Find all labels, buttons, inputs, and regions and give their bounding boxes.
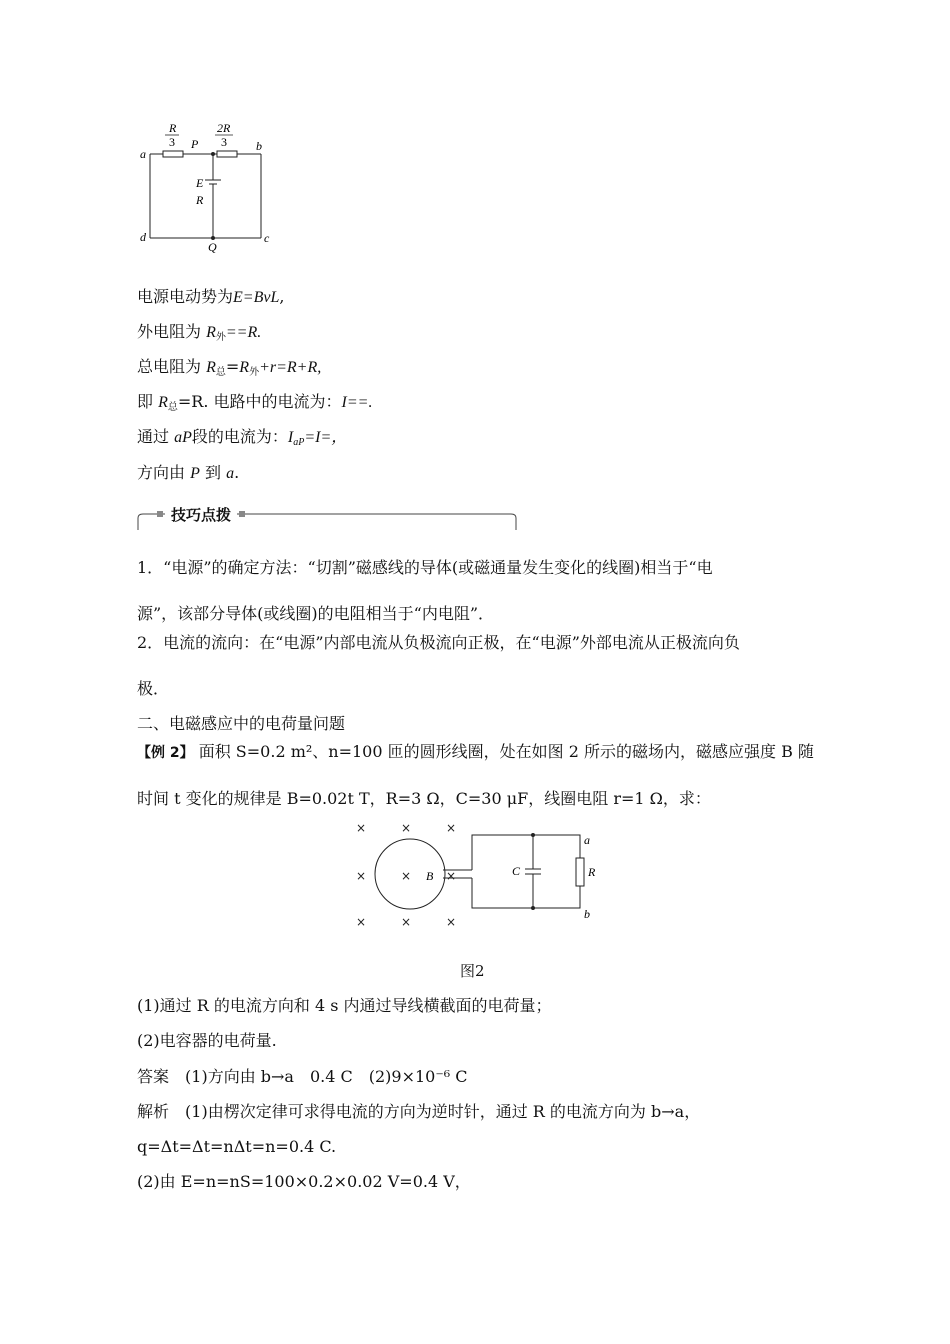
field-mark: ×	[356, 821, 367, 835]
fig1-label-E: E	[196, 176, 204, 190]
fig2-label-B: B	[426, 869, 434, 883]
example-tag: 【例 2】	[137, 745, 194, 761]
ap-current-line: 通过 aP段的电流为：$I_{aP}=I=$，	[137, 427, 348, 448]
fig1-label-Q: Q	[208, 240, 217, 254]
emf-line: 电源电动势为E=BvL,	[137, 287, 285, 306]
question-1: (1)通过 R 的电流方向和 4 s 内通过导线横截面的电荷量；	[137, 996, 552, 1015]
field-mark: ×	[446, 915, 457, 929]
fig1-label-a: a	[140, 147, 146, 161]
direction-line: 方向由 P 到 a.	[137, 463, 240, 482]
fig2-label-R: R	[588, 865, 596, 879]
fig1-label-R: R	[196, 193, 204, 207]
resistor-r-third	[163, 151, 183, 157]
fig1-r2-num: 2R	[217, 121, 231, 135]
external-resistance-line: 外电阻为 $R_外==R$.	[137, 322, 262, 343]
total-resistance-line: 总电阻为 $R_总=R_外+r=R+R$,	[137, 357, 322, 378]
circuit-figure-2	[350, 818, 610, 933]
fig2-label-a: a	[584, 833, 590, 847]
current-line: 即 $R_总=R$. 电路中的电流为：I==.	[137, 392, 373, 413]
answer-label: 答案	[137, 1067, 170, 1086]
fig2-label-b: b	[584, 907, 590, 921]
analysis-line-2: q=Δt=Δt=nΔt=n=0.4 C.	[137, 1137, 337, 1156]
field-mark: ×	[401, 869, 412, 883]
answer-line: 答案 (1)方向由 b→a 0.4 C (2)9×10⁻⁶ C	[137, 1067, 468, 1086]
field-mark: ×	[401, 821, 412, 835]
question-2: (2)电容器的电荷量.	[137, 1031, 277, 1050]
analysis-line-1: 解析 (1)由楞次定律可求得电流的方向为逆时针，通过 R 的电流方向为 b→a，	[137, 1102, 701, 1121]
field-mark: ×	[446, 821, 457, 835]
fig1-label-P: P	[191, 137, 199, 151]
section-title: 二、电磁感应中的电荷量问题	[137, 714, 346, 733]
fig2-label-C: C	[512, 864, 521, 878]
analysis-line-3: (2)由 E=n=nS=100×0.2×0.02 V=0.4 V，	[137, 1172, 471, 1191]
field-mark: ×	[356, 915, 367, 929]
field-mark: ×	[401, 915, 412, 929]
fig1-label-d: d	[140, 230, 146, 244]
fig1-r1-den: 3	[169, 135, 175, 149]
tip-box	[137, 508, 517, 528]
tip-title: 技巧点拨	[165, 504, 237, 525]
figure-caption: 图2	[460, 962, 485, 980]
analysis-label: 解析	[137, 1102, 170, 1121]
resistor-r	[576, 858, 584, 886]
circuit-figure-1	[135, 120, 285, 255]
fig1-r2-den: 3	[221, 135, 227, 149]
fig1-r1-num: R	[169, 121, 177, 135]
resistor-2r-third	[217, 151, 237, 157]
fig1-label-c: c	[264, 231, 270, 245]
tip-item-1: 1．“电源”的确定方法：“切割”磁感线的导体(或磁通量发生变化的线圈)相当于“电 源”，该部分导体(或线圈)的电阻相当于“内电阻”．	[137, 558, 713, 623]
example-2: 【例 2】 面积 S=0.2 m²、n=100 匝的圆形线圈，处在如图 2 所示的磁场内，磁感应强度 B 随 时间 t 变化的规律是 B=0.02t T，R=3 Ω，C=30 μF，线圈电阻 r=1 Ω，求：	[137, 742, 814, 808]
field-mark: ×	[356, 869, 367, 883]
tip-item-2: 2．电流的流向：在“电源”内部电流从负极流向正极，在“电源”外部电流从正极流向负 极．	[137, 633, 740, 698]
fig1-label-b: b	[256, 139, 262, 153]
field-mark: ×	[446, 869, 457, 883]
